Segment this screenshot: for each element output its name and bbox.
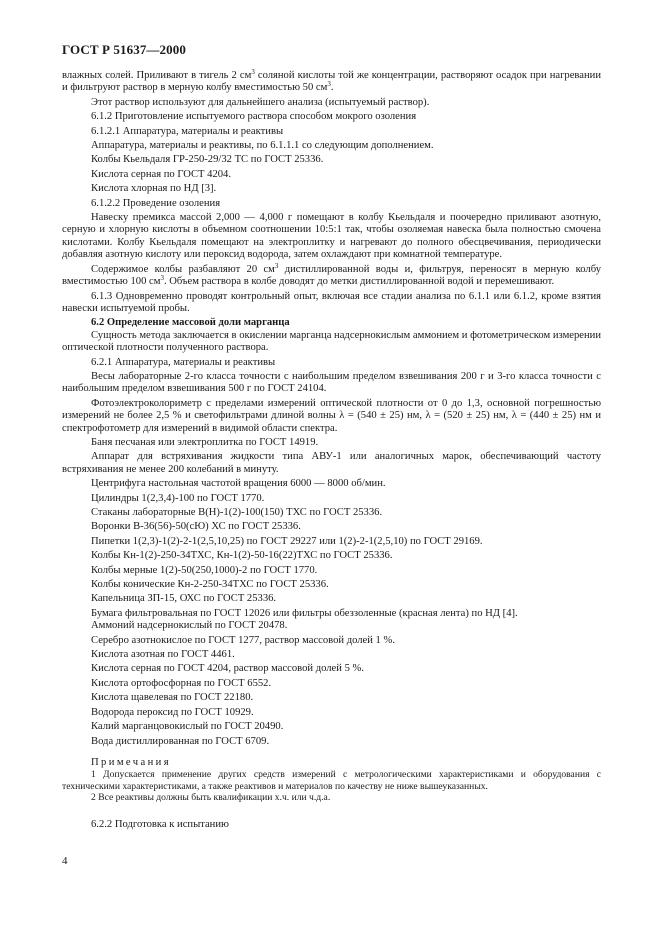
paragraph-p32: Кислота азотная по ГОСТ 4461. xyxy=(91,649,235,661)
notes-title: Примечания xyxy=(91,756,171,768)
paragraph-p28: Капельница ЗП-15, ОХС по ГОСТ 25336. xyxy=(91,593,277,605)
p11-c: . Объем раствора в колбе доводят до метки дистиллированной водой и перемешивают. xyxy=(163,276,555,288)
paragraph-p5: Аппаратура, материалы и реактивы, по 6.1.1.1 со следующим дополнением. xyxy=(91,140,434,152)
paragraph-p4: 6.1.2.1 Аппаратура, материалы и реактивы xyxy=(91,125,284,137)
paragraph-p2: Этот раствор используют для дальнейшего анализа (испытуемый раствор). xyxy=(91,96,430,108)
p1-c: . xyxy=(330,82,334,94)
paragraph-p38: Вода дистиллированная по ГОСТ 6709. xyxy=(91,735,270,747)
paragraph-p21: Цилиндры 1(2,3,4)-100 по ГОСТ 1770. xyxy=(91,492,265,504)
paragraph-p33: Кислота серная по ГОСТ 4204, раствор массовой долей 5 %. xyxy=(91,663,364,675)
sup-d: 3 xyxy=(160,274,164,283)
sup-a: 3 xyxy=(251,68,255,76)
paragraph-p14: Сущность метода заключается в окислении марганца надсернокислым аммонием и фотометрическом измерении оптической плотности полученного раствора. xyxy=(62,329,601,354)
paragraph-p24: Пипетки 1(2,3)-1(2)-2-1(2,5,10,25) по ГОСТ 29227 или 1(2)-2-1(2,5,10) по ГОСТ 29169. xyxy=(91,535,483,547)
sup-b: 3 xyxy=(327,80,331,89)
paragraph-p1 xyxy=(62,70,601,95)
document-body xyxy=(62,70,601,831)
paragraph-p30: Аммоний надсернокислый по ГОСТ 20478. xyxy=(91,620,288,632)
paragraph-p25: Колбы Кн-1(2)-250-34ТХС, Кн-1(2)-50-16(22)ТХС по ГОСТ 25336. xyxy=(91,550,393,562)
paragraph-p20: Центрифуга настольная частотой вращения 6000 — 8000 об/мин. xyxy=(91,478,386,490)
paragraph-p27: Колбы конические Кн-2-250-34ТХС по ГОСТ 25336. xyxy=(91,579,329,591)
paragraph-p11 xyxy=(62,261,601,289)
p1-b: соляной кислоты той же концентрации, растворяют осадок при нагревании и фильтруют раствор в мерную колбу вместимостью 50 см xyxy=(62,70,601,94)
paragraph-p10: Навеску премикса массой 2,000 — 4,000 г помещают в колбу Кьельдаля и поочередно приливают азотную, серную и хлорную кислоты в объемном соотношении 10:5:1 так, чтобы озоляемая навеска была полностью смочена кислотами. Колбу Кьельдаля помещают на электроплитку и нагревают до полного обесцвечивания, периодически добавляя азотную кислоту или пероксид водорода, затем охлаждают при комнатной температуре. xyxy=(62,212,601,261)
paragraph-p31: Серебро азотнокислое по ГОСТ 1277, раствор массовой долей 1 %. xyxy=(91,634,395,646)
paragraph-p34: Кислота ортофосфорная по ГОСТ 6552. xyxy=(91,677,272,689)
paragraph-p18: Баня песчаная или электроплитка по ГОСТ 14919. xyxy=(91,436,319,448)
paragraph-p12: 6.1.3 Одновременно проводят контрольный опыт, включая все стадии анализа по 6.1.1 или 6.1.2, кроме взятия навески испытуемой пробы. xyxy=(62,290,601,314)
note-2: 2 Все реактивы должны быть квалификации х.ч. или ч.д.а. xyxy=(91,791,331,803)
paragraph-p19: Аппарат для встряхивания жидкости типа АВУ-1 или аналогичных марок, обеспечивающий частоту встряхивания не менее 200 колебаний в минуту. xyxy=(62,451,601,475)
p1-a: влажных солей. Приливают в тигель 2 см xyxy=(62,70,252,81)
paragraph-p29: Бумага фильтровальная по ГОСТ 12026 или фильтры обеззоленные (красная лента) по НД [4]. xyxy=(91,607,518,619)
paragraph-p35: Кислота щавелевая по ГОСТ 22180. xyxy=(91,692,254,704)
paragraph-p37: Калий марганцовокислый по ГОСТ 20490. xyxy=(91,721,284,733)
paragraph-p6: Колбы Кьельдаля ГР-250-29/32 ТС по ГОСТ 25336. xyxy=(91,154,324,166)
p11-a: Содержимое колбы разбавляют 20 см xyxy=(91,263,275,275)
paragraph-p8: Кислота хлорная по НД [3]. xyxy=(91,183,217,195)
paragraph-p36: Водорода пероксид по ГОСТ 10929. xyxy=(91,706,254,718)
paragraph-p3: 6.1.2 Приготовление испытуемого раствора способом мокрого озоления xyxy=(91,111,417,123)
document-header: ГОСТ Р 51637—2000 xyxy=(62,42,186,57)
paragraph-p17: Фотоэлектроколориметр с пределами измерений оптической плотности от 0 до 1,3, основной погрешностью измерений не более 2,5 % и светофильтрами длиной волны λ = (540 ± 25) нм, λ = (520 ± 25) нм, λ = (440 ± 25) нм и спектрофотометр для измерений в видимой области спектра. xyxy=(62,397,601,434)
paragraph-p7: Кислота серная по ГОСТ 4204. xyxy=(91,168,231,180)
paragraph-p26: Колбы мерные 1(2)-50(250,1000)-2 по ГОСТ 1770. xyxy=(91,564,318,576)
note-1: 1 Допускается применение других средств измерений с метрологическими характеристиками и оборудования с техническими характеристиками, а также реактивов и материалов по качеству не ниже вышеуказанных. xyxy=(62,769,601,792)
paragraph-p22: Стаканы лабораторные В(Н)-1(2)-100(150) ТХС по ГОСТ 25336. xyxy=(91,507,383,518)
section-heading-6-2: 6.2 Определение массовой доли марганца xyxy=(91,317,290,329)
p11-b: дистиллированной воды и, фильтруя, переносят в мерную колбу вместимостью 100 см xyxy=(62,263,601,288)
paragraph-p9: 6.1.2.2 Проведение озоления xyxy=(91,197,221,209)
paragraph-p23: Воронки В-36(56)-50(сЮ) ХС по ГОСТ 25336. xyxy=(91,521,301,533)
sup-c: 3 xyxy=(274,261,279,270)
subsection-heading-6-2-2: 6.2.2 Подготовка к испытанию xyxy=(91,818,229,830)
paragraph-p16: Весы лабораторные 2-го класса точности с наибольшим пределом взвешивания 200 г и 3-го класса точности с наибольшим пределом взвешивания 500 г по ГОСТ 24104. xyxy=(62,370,601,395)
paragraph-p15: 6.2.1 Аппаратура, материалы и реактивы xyxy=(91,356,276,368)
page-number: 4 xyxy=(62,855,68,867)
